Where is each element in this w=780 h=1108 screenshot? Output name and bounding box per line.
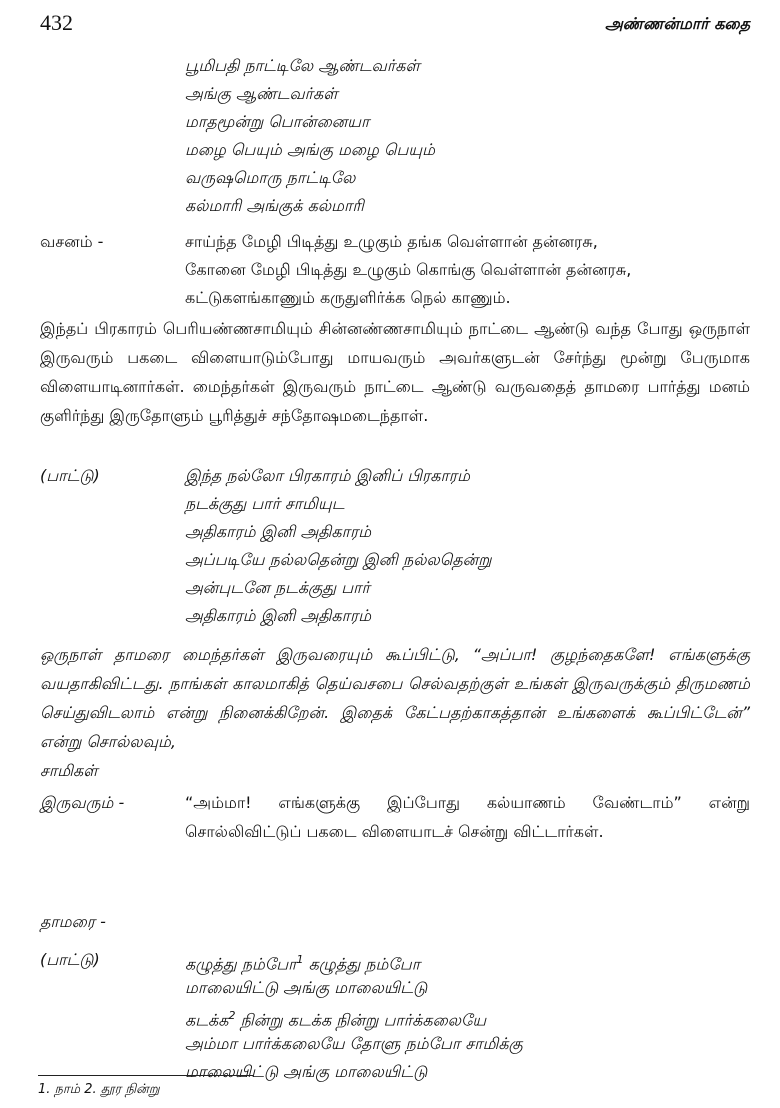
verse-line: அப்படியே நல்லதென்று இனி நல்லதென்று [185, 550, 492, 569]
samigal-label: சாமிகள் [40, 761, 98, 780]
vasanam-label: வசனம் - [40, 232, 104, 251]
verse-line: அதிகாரம் இனி அதிகாரம் [185, 522, 372, 541]
footnote-marker: 1 [296, 953, 304, 966]
verse-line: இந்த நல்லோ பிரகாரம் இனிப் பிரகாரம் [185, 466, 470, 485]
samigal-section [40, 788, 750, 846]
verse-line: மாலையிட்டு அங்கு மாலையிட்டு [185, 1062, 428, 1081]
verse-text: கடக்க [185, 1010, 229, 1030]
verse-text: கழுத்து நம்போ [303, 954, 421, 974]
thamarai-label: தாமரை - [40, 912, 106, 931]
verse-1 [40, 52, 750, 220]
verse-line: அம்மா பார்க்கலையே தோளு நம்போ சாமிக்கு [185, 1034, 523, 1053]
verse-line: கல்மாரி அங்குக் கல்மாரி [185, 196, 364, 215]
prose-line: கட்டுகளங்காணும் கருதுளிர்க்க நெல் காணும். [185, 288, 511, 307]
verse-line: பூமிபதி நாட்டிலே ஆண்டவர்கள் [185, 56, 420, 75]
footnotes: 1. நாம் 2. தூர நின்று [38, 1082, 160, 1097]
speaker-label: இருவரும் - [40, 793, 125, 812]
prose-line: கோனை மேழி பிடித்து உழுகும் கொங்கு வெள்ளான் தன்னரசு, [185, 260, 632, 279]
prose-line: சாய்ந்த மேழி பிடித்து உழுகும் தங்க வெள்ளான் தன்னரசு, [185, 232, 598, 251]
page-number: 432 [40, 10, 73, 35]
verse-line: அதிகாரம் இனி அதிகாரம் [185, 606, 372, 625]
paragraph-1: இந்தப் பிரகாரம் பெரியண்ணசாமியும் சின்னண்ணசாமியும் நாட்டை ஆண்டு வந்த போது ஒருநாள் இருவரும் பகடை விளையாடும்போது மாயவரும் அவர்களுடன் சேர்ந்து மூன்று பேருமாக விளையாடினார்கள். மைந்தர்கள் இருவரும் நாட்டை ஆண்டு வருவதைத் தாமரை பார்த்து மனம் குளிர்ந்து இருதோளும் பூரித்துச் சந்தோஷமடைந்தாள். [40, 319, 750, 425]
verse-line: மாதமூன்று பொன்னையா [185, 112, 370, 131]
verse-line [185, 1002, 750, 1030]
running-head: அண்ணன்மார் கதை [605, 14, 750, 33]
verse-line [185, 946, 750, 974]
footnote-marker: 2 [228, 1009, 236, 1022]
verse-line: நடக்குது பார் சாமியுட [185, 494, 345, 513]
samigal-text: “அம்மா! எங்களுக்கு இப்போது கல்யாணம் வேண்டாம்” என்று சொல்லிவிட்டுப் பகடை விளையாடச் சென்று விட்டார்கள். [185, 793, 750, 841]
verse-line: மாலையிட்டு அங்கு மாலையிட்டு [185, 978, 428, 997]
verse-line: மழை பெயும் அங்கு மழை பெயும் [185, 140, 435, 159]
verse-line: வருஷமொரு நாட்டிலே [185, 168, 356, 187]
verse-line: அங்கு ஆண்டவர்கள் [185, 84, 338, 103]
song-2 [40, 946, 750, 1086]
song-1 [40, 462, 750, 630]
verse-line: அன்புடனே நடக்குது பார் [185, 578, 370, 597]
verse-text: கழுத்து நம்போ [185, 954, 297, 974]
song-label: (பாட்டு) [40, 466, 100, 485]
verse-text: நின்று கடக்க நின்று பார்க்கலையே [235, 1010, 487, 1030]
vasanam-section [40, 228, 750, 312]
footnote-divider [38, 1075, 253, 1076]
song-label: (பாட்டு) [40, 950, 100, 969]
paragraph-2: ஒருநாள் தாமரை மைந்தர்கள் இருவரையும் கூப்பிட்டு, “அப்பா! குழந்தைகளே! எங்களுக்கு வயதாகிவிட்டது. நாங்கள் காலமாகித் தெய்வசபை செல்வதற்குள் உங்கள் இருவருக்கும் திருமணம் செய்துவிடலாம் என்று நினைக்கிறேன். இதைக் கேட்பதற்காகத்தான் உங்களைக் கூப்பிட்டேன்” என்று சொல்லவும், [40, 645, 750, 751]
